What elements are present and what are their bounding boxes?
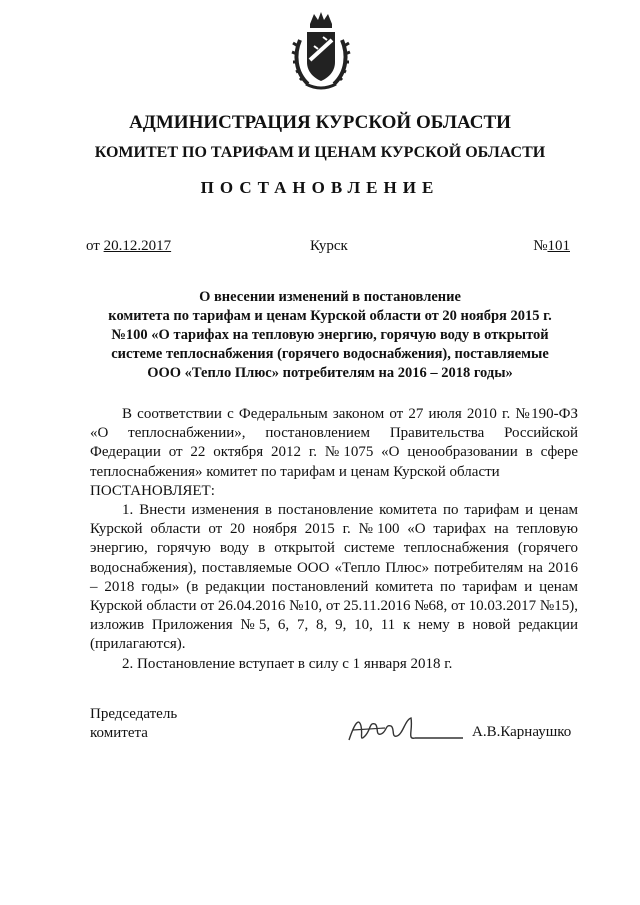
coat-of-arms-icon: [290, 10, 352, 92]
document-meta-row: [86, 238, 570, 258]
organization-name: АДМИНИСТРАЦИЯ КУРСКОЙ ОБЛАСТИ: [129, 112, 511, 133]
document-type: ПОСТАНОВЛЕНИЕ: [200, 178, 440, 197]
handwritten-signature: [345, 712, 465, 746]
document-number: 101: [547, 238, 570, 254]
resolves-heading: ПОСТАНОВЛЯЕТ:: [90, 482, 215, 499]
item-1-paragraph: 1. Внести изменения в постановление комитета по тарифам и ценам Курской области от 20 ноября 2015 г. №100 «О тарифах на тепловую энергию, горячую воду в открытой системе теплоснабжения (горячего водоснабжения), поставляемые ООО «Тепло Плюс» потребителям на 2016 – 2018 годы» (в редакции постановлений комитета по тарифам и ценам Курской области от 26.04.2016 №10, от 25.11.2016 №68, от 10.03.2017 №15), изложив Приложения №5, 6, 7, 8, 9, 10, 11 к нему в новой редакции (прилагаются).: [90, 502, 578, 653]
subject-line: №100 «О тарифах на тепловую энергию, горячую воду в открытой: [111, 327, 549, 343]
committee-name: КОМИТЕТ ПО ТАРИФАМ И ЦЕНАМ КУРСКОЙ ОБЛАСТИ: [94, 144, 546, 161]
document-place: Курск: [310, 238, 348, 254]
date-field: [86, 238, 171, 255]
signatory-title: [90, 705, 177, 743]
subject-line: системе теплоснабжения (горячего водоснабжения), поставляемые: [111, 346, 549, 362]
date-prefix: от: [86, 238, 104, 254]
item-2-paragraph: 2. Постановление вступает в силу с 1 января 2018 г.: [122, 655, 453, 672]
signer-name: А.В.Карнаушко: [472, 724, 572, 740]
signatory-title-line: комитета: [90, 725, 148, 741]
number-prefix: №: [533, 238, 548, 254]
document-subject: [95, 288, 565, 383]
document-date: 20.12.2017: [103, 238, 172, 254]
subject-line: О внесении изменений в постановление: [199, 289, 461, 305]
document-body: [90, 405, 578, 674]
subject-line: ООО «Тепло Плюс» потребителям на 2016 – 2018 годы»: [147, 365, 513, 381]
subject-line: комитета по тарифам и ценам Курской области от 20 ноября 2015 г.: [108, 308, 552, 324]
signatory-title-line: Председатель: [90, 706, 178, 722]
preamble-paragraph: В соответствии с Федеральным законом от 27 июля 2010 г. №190-ФЗ «О теплоснабжении», постановлением Правительства Российской Федерации от 22 октября 2012 г. №1075 «О ценообразовании в сфере теплоснабжения» комитет по тарифам и ценам Курской области: [90, 406, 578, 480]
number-field: [533, 238, 570, 255]
